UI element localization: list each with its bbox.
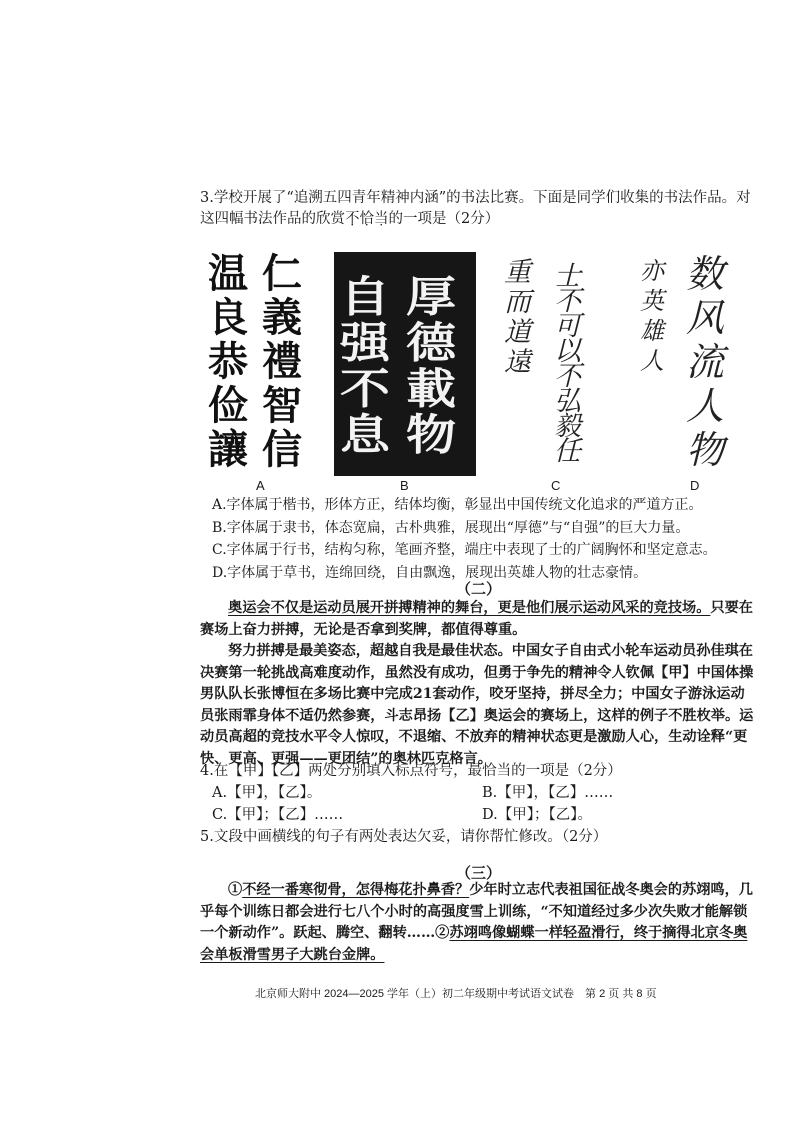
q4-stem: 4.在【甲】【乙】两处分别填入标点符号，最恰当的一项是（2分）: [200, 763, 622, 779]
q3-prefix: 3.学校开展了“追溯五四青年精神内涵”的书法比赛。下面是同学们收集的书法作品。对这四幅书法作品的欣赏: [200, 190, 751, 227]
calligraphy-c-char: 不: [554, 286, 581, 317]
calligraphy-a-char: 義: [262, 294, 302, 341]
calligraphy-a-char: 仁: [262, 250, 302, 297]
question-5: 5.文段中画横线的句子有两处表达欠妥，请你帮忙修改。（2分）: [200, 829, 608, 845]
calligraphy-d-char: 亦: [640, 257, 664, 285]
calligraphy-c-char: 士: [554, 261, 581, 292]
sentence-1-marker: ①: [228, 882, 243, 898]
calligraphy-b-char: 息: [340, 409, 390, 460]
emphasis-char: 当: [374, 211, 389, 227]
q4-option-c: C.【甲】；【乙】……: [212, 807, 344, 823]
calligraphy-a-char: 良: [208, 294, 248, 341]
label-a: A: [256, 478, 265, 493]
calligraphy-b-char: 强: [340, 317, 390, 368]
calligraphy-a-char: 信: [262, 426, 302, 473]
calligraphy-c-col1: [504, 258, 531, 378]
calligraphy-d: [640, 252, 750, 476]
q3-options: [212, 494, 772, 584]
calligraphy-d-char: 数: [686, 252, 725, 296]
q4-option-b: B.【甲】，【乙】……: [482, 785, 614, 801]
calligraphy-a-col2: [262, 252, 302, 472]
calligraphy-d-char: 风: [686, 296, 725, 340]
q3-option-a: A.字体属于楷书，形体方正，结体均衡，彰显出中国传统文化追求的严道方正。: [212, 497, 703, 513]
calligraphy-d-col2: [686, 252, 724, 472]
section-3-heading: （三）: [456, 864, 502, 882]
calligraphy-a-char: 讓: [208, 426, 248, 473]
calligraphy-a-char: 智: [262, 382, 302, 429]
calligraphy-d-char: 流: [686, 340, 725, 384]
section-2-heading: （二）: [456, 580, 502, 598]
calligraphy-d-char: 人: [640, 347, 664, 375]
label-c: C: [551, 478, 561, 493]
sentence-2-tail: ，终于摘得北京冬奥会单板滑雪男子大跳台金牌。: [200, 925, 748, 963]
calligraphy-c-char: 遠: [504, 347, 531, 378]
calligraphy-b: [334, 252, 476, 476]
calligraphy-c-char: 任: [554, 436, 581, 467]
label-b: B: [400, 478, 409, 493]
calligraphy-c-char: 道: [504, 317, 531, 348]
calligraphy-c-col2: [554, 261, 581, 467]
q3-emphasis: [345, 211, 389, 227]
calligraphy-b-char: 厚: [406, 271, 456, 322]
calligraphy-b-col1: [340, 271, 390, 460]
q3-option-c: C.字体属于行书，结构匀称，笔画齐整，端庄中表现了士的广阔胸怀和坚定意志。: [212, 542, 717, 558]
calligraphy-c: [500, 252, 610, 476]
calligraphy-c-char: 而: [504, 287, 531, 318]
calligraphy-c-char: 不: [554, 361, 581, 392]
calligraphy-c-char: 重: [504, 257, 531, 288]
calligraphy-a-char: 恭: [208, 338, 248, 385]
calligraphy-c-char: 毅: [554, 411, 581, 442]
section-3-middle: 少年时立志代表祖国征战冬奥会的苏翊鸣，几乎每个训练日都会进行七八个小时的高强度雪上训练，“不知道经过多少次失败才能解锁一个新动作”。跃起、腾空、翻转……: [200, 882, 753, 941]
calligraphy-a-char: 温: [208, 250, 248, 297]
calligraphy-a-char: 俭: [208, 382, 248, 429]
emphasis-char: 恰: [359, 211, 374, 227]
calligraphy-c-char: 弘: [554, 386, 581, 417]
q4-option-a: A.【甲】，【乙】。: [212, 785, 322, 801]
calligraphy-c-char: 以: [554, 336, 581, 367]
calligraphy-d-char: 人: [686, 384, 725, 428]
calligraphy-a: [208, 252, 314, 476]
calligraphy-b-char: 德: [406, 317, 456, 368]
emphasis-char: 不: [345, 211, 360, 227]
p1-rest: 只要在赛场上奋力拼搏，无论是否拿到奖牌，都值得尊重。: [200, 600, 753, 638]
page-footer: 北京师大附中 2024—2025 学年（上）初二年级期中考试语文试卷 第 2 页 共 8 页: [255, 988, 657, 1000]
underlined-sentence: 奥运会不仅是运动员展开拼搏精神的舞台，更是他们展示运动风采的竞技场。: [228, 600, 711, 616]
section-2-paragraph-2: 努力拼搏是最美姿态，超越自我是最佳状态。中国女子自由式小轮车运动员孙佳琪在决赛第一轮挑战高难度动作，虽然没有成功，但勇于争先的精神令人钦佩【甲】中国体操男队队长张博恒在多场比赛中完成21套动作，咬牙坚持，拼尽全力；中国女子游泳运动员张雨霏身体不适仍然参赛，斗志昂扬【乙】奥运会的赛场上，这样的例子不胜枚举。运动员高超的竞技水平令人惊叹，不退缩、不放弃的精神状态更是激励人心，生动诠释“更快、更高、更强——更团结”的奥林匹克格言。: [200, 643, 754, 767]
question-3-stem: [200, 188, 760, 230]
calligraphy-a-char: 禮: [262, 338, 302, 385]
calligraphy-d-col1: [640, 256, 664, 376]
section-2-paragraph-1: [200, 598, 756, 641]
question-4: [200, 760, 756, 848]
q4-row-1: [200, 782, 756, 804]
q4-option-d: D.【甲】；【乙】。: [482, 807, 592, 823]
sentence-2-marker: ②: [435, 925, 450, 941]
q4-row-2: [200, 804, 756, 826]
sentence-2: 苏翊鸣像蝴蝶一样轻盈滑行: [449, 925, 620, 941]
label-d: D: [690, 478, 700, 493]
section-3-paragraph: [200, 880, 756, 966]
q3-suffix: 的一项是（2分）: [388, 211, 500, 227]
calligraphy-d-char: 雄: [640, 317, 664, 345]
calligraphy-b-char: 不: [340, 363, 390, 414]
q3-option-b: B.字体属于隶书，体态宽扁，古朴典雅，展现出“厚德”与“自强”的巨大力量。: [212, 519, 690, 536]
calligraphy-b-col2: [406, 271, 456, 460]
calligraphy-b-char: 物: [406, 409, 456, 460]
calligraphy-b-char: 自: [340, 271, 390, 322]
calligraphy-a-col1: [208, 252, 248, 472]
sentence-1: 不经一番寒彻骨，怎得梅花扑鼻香？: [242, 882, 470, 898]
calligraphy-d-char: 物: [686, 428, 725, 472]
q3-option-d: D.字体属于草书，连绵回绕，自由飘逸，展现出英雄人物的壮志豪情。: [212, 564, 648, 581]
calligraphy-c-char: 可: [554, 311, 581, 342]
calligraphy-b-char: 載: [406, 363, 456, 414]
calligraphy-d-char: 英: [640, 287, 664, 315]
